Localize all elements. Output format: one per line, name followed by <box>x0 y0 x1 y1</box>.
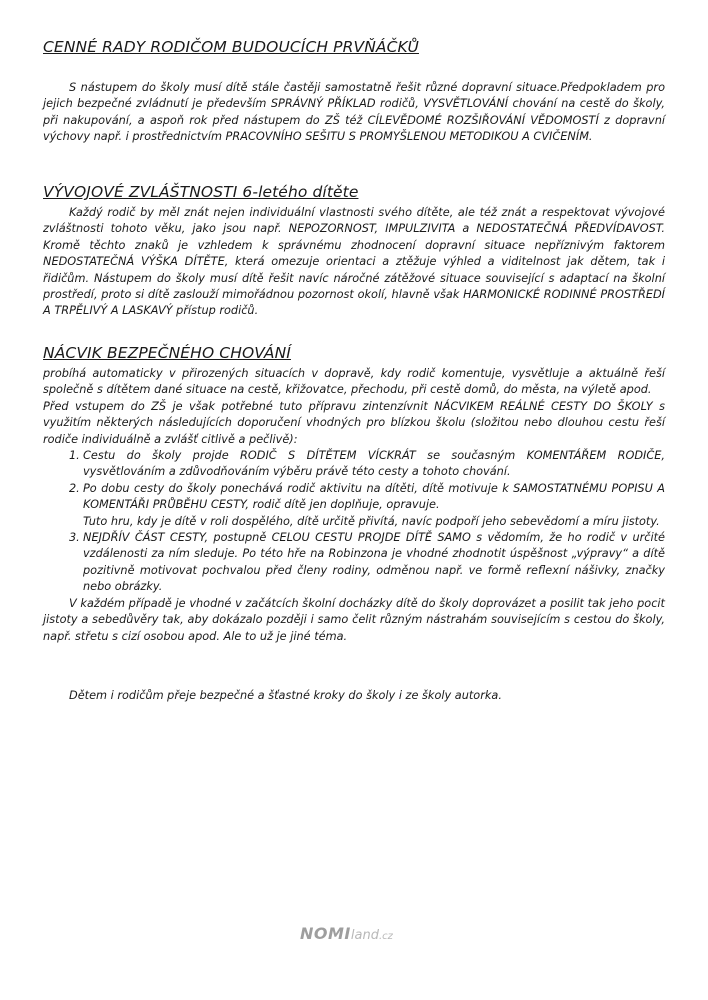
section1-body <box>43 205 665 320</box>
steps-list <box>43 448 665 596</box>
intro-paragraph <box>43 80 665 146</box>
list-item-text: Cestu do školy projde RODIČ S DÍTĚTEM VÍCKRÁT se současným KOMENTÁŘEM RODIČE, vysvětlováním a zdůvodňováním výběru právě této cesty a tohoto chování. <box>83 449 665 479</box>
section1-text: Každý rodič by měl znát nejen individuální vlastnosti svého dítěte, ale též znát a respektovat vývojové zvláštnosti tohoto věku, jako jsou např. NEPOZORNOST, IMPULZIVITA a NEDOSTATEČNÁ PŘEDVÍDAVOST. Kromě těchto znaků je vzhledem k správnému zhodnocení dopravní situace nepříznivým faktorem NEDOSTATEČNÁ VÝŠKA DÍTĚTE, která omezuje orientaci a ztěžuje výhled a viditelnost jak dětem, tak i řidičům. Nástupem do školy musí dítě řešit navíc náročné zátěžové situace související s adaptací na školní prostředí, proto si dítě zaslouží mimořádnou pozornost okolí, hlavně však HARMONICKÉ RODINNÉ PROSTŘEDÍ A TRPĚLIVÝ A LASKAVÝ přístup rodičů. <box>43 206 665 318</box>
list-item <box>43 448 665 481</box>
list-item-number: 2. <box>69 481 80 495</box>
section2-heading: NÁCVIK BEZPEČNÉHO CHOVÁNÍ <box>43 344 291 362</box>
intro-text: S nástupem do školy musí dítě stále častěji samostatně řešit různé dopravní situace.Předpokladem pro jejich bezpečné zvládnutí je především SPRÁVNÝ PŘÍKLAD rodičů, VYSVĚTLOVÁNÍ chování na cestě do školy, při nakupování, a aspoň rok před nástupem do ZŠ též CÍLEVĚDOMÉ ROZŠIŘOVÁNÍ VĚDOMOSTÍ z dopravní výchovy např. i prostřednictvím PRACOVNÍHO SEŠITU S PROMYŠLENOU METODIKOU A CVIČENÍM. <box>43 81 665 144</box>
page-title: CENNÉ RADY RODIČOM BUDOUCÍCH PRVŇÁČKŮ <box>43 38 419 56</box>
list-item-number: 1. <box>69 449 80 463</box>
wish-paragraph <box>43 688 665 704</box>
list-item-extra: Tuto hru, kdy je dítě v roli dospělého, dítě určitě přivítá, navíc podpoří jeho sebevědomí a míru jistoty. <box>83 514 660 528</box>
section2-lead2: Před vstupem do ZŠ je však potřebné tuto přípravu zintenzívnit NÁCVIKEM REÁLNÉ CESTY DO ŠKOLY s využitím některých následujících doporučení vhodných pro blízkou školu (složitou nebo dlouhou cestu řeší rodiče individuálně a zvlášť citlivě a pečlivě): <box>43 399 665 446</box>
list-item-number: 3. <box>69 531 80 545</box>
section2-body <box>43 366 665 645</box>
list-item-text: NEJDŘÍV ČÁST CESTY, postupně CELOU CESTU PROJDE DÍTĚ SAMO s vědomím, že ho rodič v určité vzdálenosti za ním sleduje. Po této hře na Robinzona je vhodné zhodnotit úspěšnost „výpravy“ a dítě pozitivně motivovat pochvalou před členy rodiny, odměnou např. ve formě reflexní nášivky, značky nebo obrázky. <box>83 531 665 594</box>
list-item-text: Po dobu cesty do školy ponechává rodič aktivitu na dítěti, dítě motivuje k SAMOSTATNÉMU POPISU A KOMENTÁŘI PRŮBĚHU CESTY, rodič dítě jen doplňuje, opravuje. <box>83 481 665 512</box>
list-item <box>43 530 665 596</box>
wish-text: Dětem i rodičům přeje bezpečné a šťastné kroky do školy i ze školy autorka. <box>69 689 502 702</box>
footer-brand-rest: land <box>350 928 379 943</box>
footer-logo <box>300 924 393 943</box>
list-item <box>43 481 665 530</box>
section1-heading: VÝVOJOVÉ ZVLÁŠTNOSTI 6-letého dítěte <box>43 183 359 201</box>
footer-tld: .cz <box>378 931 393 942</box>
footer-brand: NOMI <box>300 924 351 943</box>
section2-lead: probíhá automaticky v přirozených situacích v dopravě, kdy rodič komentuje, vysvětluje a aktuálně řeší společně s dítětem dané situace na cestě, křižovatce, přechodu, při cestě domů, do města, na výletě apod. <box>43 367 665 397</box>
section2-closing: V každém případě je vhodné v začátcích školní docházky dítě do školy doprovázet a posilit tak jeho pocit jistoty a sebedůvěry tak, aby dokázalo později i samo čelit různým nástrahám souvisejícím s cestou do školy, např. střetu s cizí osobou apod. Ale to už je jiné téma. <box>43 596 665 643</box>
